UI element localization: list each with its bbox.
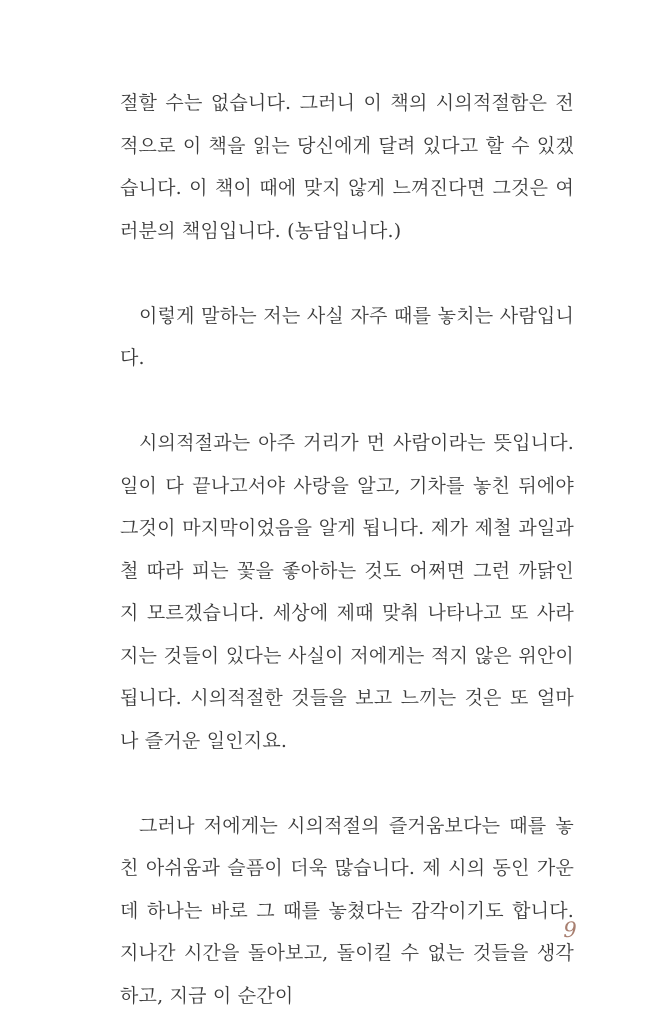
paragraph: 그러나 저에게는 시의적절의 즐거움보다는 때를 놓친 아쉬움과 슬픔이 더욱 많습니다. 제 시의 동인 가운데 하나는 바로 그 때를 놓쳤다는 감각이기도 합니다. 지나간 시간을 돌아보고, 돌이킬 수 없는 것들을 생각하고, 지금 이 순간이 [120,814,574,1007]
paragraph: 절할 수는 없습니다. 그러니 이 책의 시의적절함은 전적으로 이 책을 읽는 당신에게 달려 있다고 할 수 있겠습니다. 이 책이 때에 맞지 않게 느껴진다면 그것은 여러분의 책임입니다. (농담입니다.) [120,92,574,242]
page-number: 9 [563,918,577,942]
paragraph: 이렇게 말하는 저는 사실 자주 때를 놓치는 사람입니다. [120,304,574,369]
paragraph: 시의적절과는 아주 거리가 먼 사람이라는 뜻입니다. 일이 다 끝나고서야 사랑을 알고, 기차를 놓친 뒤에야 그것이 마지막이었음을 알게 됩니다. 제가 제철 과일과 철 따라 피는 꽃을 좋아하는 것도 어쩌면 그런 까닭인지 모르겠습니다. 세상에 제때 맞춰 나타나고 또 사라지는 것들이 있다는 사실이 저에게는 적지 않은 위안이 됩니다. 시의적절한 것들을 보고 느끼는 것은 또 얼마나 즐거운 일인지요. [120,432,574,752]
body-text [120,82,574,1017]
